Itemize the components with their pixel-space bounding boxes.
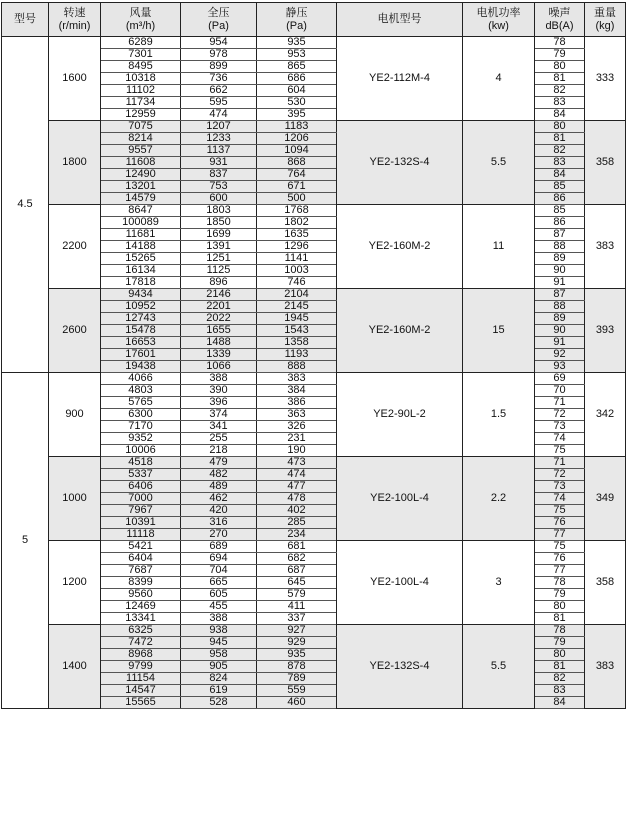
total-pressure-cell: 341 xyxy=(181,421,257,433)
noise-cell: 74 xyxy=(535,493,585,505)
total-pressure-cell: 945 xyxy=(181,637,257,649)
motor-cell: YE2-160M-2 xyxy=(337,205,463,289)
static-pressure-cell: 190 xyxy=(257,445,337,457)
airflow-cell: 13201 xyxy=(101,181,181,193)
total-pressure-cell: 218 xyxy=(181,445,257,457)
static-pressure-cell: 500 xyxy=(257,193,337,205)
static-pressure-cell: 1193 xyxy=(257,349,337,361)
total-pressure-cell: 1066 xyxy=(181,361,257,373)
weight-cell: 383 xyxy=(585,205,626,289)
airflow-cell: 6289 xyxy=(101,37,181,49)
total-pressure-cell: 270 xyxy=(181,529,257,541)
static-pressure-cell: 363 xyxy=(257,409,337,421)
airflow-cell: 11734 xyxy=(101,97,181,109)
airflow-cell: 100089 xyxy=(101,217,181,229)
static-pressure-cell: 326 xyxy=(257,421,337,433)
noise-cell: 80 xyxy=(535,121,585,133)
noise-cell: 76 xyxy=(535,553,585,565)
noise-cell: 80 xyxy=(535,601,585,613)
airflow-cell: 4518 xyxy=(101,457,181,469)
total-pressure-cell: 896 xyxy=(181,277,257,289)
static-pressure-cell: 2145 xyxy=(257,301,337,313)
noise-cell: 91 xyxy=(535,337,585,349)
motor-cell: YE2-132S-4 xyxy=(337,625,463,709)
header-total-pressure: 全压 (Pa) xyxy=(181,3,257,37)
noise-cell: 70 xyxy=(535,385,585,397)
header-model: 型号 xyxy=(2,3,49,37)
noise-cell: 75 xyxy=(535,445,585,457)
airflow-cell: 6404 xyxy=(101,553,181,565)
static-pressure-cell: 395 xyxy=(257,109,337,121)
static-pressure-cell: 927 xyxy=(257,625,337,637)
model-cell: 5 xyxy=(2,373,49,709)
noise-cell: 85 xyxy=(535,205,585,217)
total-pressure-cell: 374 xyxy=(181,409,257,421)
noise-cell: 83 xyxy=(535,685,585,697)
airflow-cell: 7687 xyxy=(101,565,181,577)
static-pressure-cell: 888 xyxy=(257,361,337,373)
header-noise: 噪声 dB(A) xyxy=(535,3,585,37)
static-pressure-cell: 868 xyxy=(257,157,337,169)
noise-cell: 84 xyxy=(535,109,585,121)
power-cell: 11 xyxy=(463,205,535,289)
airflow-cell: 12490 xyxy=(101,169,181,181)
total-pressure-cell: 1655 xyxy=(181,325,257,337)
static-pressure-cell: 234 xyxy=(257,529,337,541)
airflow-cell: 8399 xyxy=(101,577,181,589)
noise-cell: 86 xyxy=(535,217,585,229)
total-pressure-cell: 605 xyxy=(181,589,257,601)
total-pressure-cell: 489 xyxy=(181,481,257,493)
airflow-cell: 10952 xyxy=(101,301,181,313)
total-pressure-cell: 837 xyxy=(181,169,257,181)
noise-cell: 91 xyxy=(535,277,585,289)
total-pressure-cell: 482 xyxy=(181,469,257,481)
noise-cell: 77 xyxy=(535,565,585,577)
static-pressure-cell: 1003 xyxy=(257,265,337,277)
static-pressure-cell: 865 xyxy=(257,61,337,73)
total-pressure-cell: 528 xyxy=(181,697,257,709)
airflow-cell: 9352 xyxy=(101,433,181,445)
airflow-cell: 15565 xyxy=(101,697,181,709)
static-pressure-cell: 935 xyxy=(257,649,337,661)
speed-cell: 2200 xyxy=(49,205,101,289)
noise-cell: 90 xyxy=(535,325,585,337)
model-cell: 4.5 xyxy=(2,37,49,373)
total-pressure-cell: 1850 xyxy=(181,217,257,229)
power-cell: 2.2 xyxy=(463,457,535,541)
airflow-cell: 10391 xyxy=(101,517,181,529)
total-pressure-cell: 2201 xyxy=(181,301,257,313)
noise-cell: 83 xyxy=(535,97,585,109)
total-pressure-cell: 958 xyxy=(181,649,257,661)
noise-cell: 75 xyxy=(535,505,585,517)
power-cell: 15 xyxy=(463,289,535,373)
weight-cell: 342 xyxy=(585,373,626,457)
static-pressure-cell: 1094 xyxy=(257,145,337,157)
airflow-cell: 8214 xyxy=(101,133,181,145)
noise-cell: 87 xyxy=(535,229,585,241)
static-pressure-cell: 1635 xyxy=(257,229,337,241)
static-pressure-cell: 1945 xyxy=(257,313,337,325)
noise-cell: 79 xyxy=(535,589,585,601)
airflow-cell: 8647 xyxy=(101,205,181,217)
airflow-cell: 11681 xyxy=(101,229,181,241)
noise-cell: 77 xyxy=(535,529,585,541)
speed-cell: 2600 xyxy=(49,289,101,373)
static-pressure-cell: 530 xyxy=(257,97,337,109)
static-pressure-cell: 671 xyxy=(257,181,337,193)
table-row xyxy=(2,37,626,49)
total-pressure-cell: 954 xyxy=(181,37,257,49)
static-pressure-cell: 1296 xyxy=(257,241,337,253)
total-pressure-cell: 694 xyxy=(181,553,257,565)
static-pressure-cell: 645 xyxy=(257,577,337,589)
static-pressure-cell: 579 xyxy=(257,589,337,601)
static-pressure-cell: 474 xyxy=(257,469,337,481)
header-weight: 重量 (kg) xyxy=(585,3,626,37)
static-pressure-cell: 1206 xyxy=(257,133,337,145)
noise-cell: 69 xyxy=(535,373,585,385)
airflow-cell: 7967 xyxy=(101,505,181,517)
table-row xyxy=(2,457,626,469)
static-pressure-cell: 1802 xyxy=(257,217,337,229)
airflow-cell: 9560 xyxy=(101,589,181,601)
total-pressure-cell: 1391 xyxy=(181,241,257,253)
total-pressure-cell: 2146 xyxy=(181,289,257,301)
total-pressure-cell: 1699 xyxy=(181,229,257,241)
total-pressure-cell: 938 xyxy=(181,625,257,637)
airflow-cell: 9557 xyxy=(101,145,181,157)
header-power: 电机功率 (kw) xyxy=(463,3,535,37)
weight-cell: 383 xyxy=(585,625,626,709)
airflow-cell: 7301 xyxy=(101,49,181,61)
static-pressure-cell: 460 xyxy=(257,697,337,709)
static-pressure-cell: 2104 xyxy=(257,289,337,301)
airflow-cell: 12959 xyxy=(101,109,181,121)
total-pressure-cell: 1803 xyxy=(181,205,257,217)
total-pressure-cell: 420 xyxy=(181,505,257,517)
airflow-cell: 5765 xyxy=(101,397,181,409)
airflow-cell: 8968 xyxy=(101,649,181,661)
noise-cell: 93 xyxy=(535,361,585,373)
total-pressure-cell: 1137 xyxy=(181,145,257,157)
airflow-cell: 6406 xyxy=(101,481,181,493)
header-row xyxy=(2,3,626,37)
total-pressure-cell: 978 xyxy=(181,49,257,61)
static-pressure-cell: 473 xyxy=(257,457,337,469)
total-pressure-cell: 1125 xyxy=(181,265,257,277)
total-pressure-cell: 1488 xyxy=(181,337,257,349)
total-pressure-cell: 388 xyxy=(181,373,257,385)
power-cell: 5.5 xyxy=(463,121,535,205)
airflow-cell: 16134 xyxy=(101,265,181,277)
noise-cell: 86 xyxy=(535,193,585,205)
power-cell: 1.5 xyxy=(463,373,535,457)
airflow-cell: 11118 xyxy=(101,529,181,541)
speed-cell: 1400 xyxy=(49,625,101,709)
noise-cell: 71 xyxy=(535,397,585,409)
noise-cell: 83 xyxy=(535,157,585,169)
total-pressure-cell: 2022 xyxy=(181,313,257,325)
total-pressure-cell: 824 xyxy=(181,673,257,685)
weight-cell: 349 xyxy=(585,457,626,541)
noise-cell: 81 xyxy=(535,661,585,673)
static-pressure-cell: 878 xyxy=(257,661,337,673)
static-pressure-cell: 1768 xyxy=(257,205,337,217)
airflow-cell: 7472 xyxy=(101,637,181,649)
airflow-cell: 12743 xyxy=(101,313,181,325)
static-pressure-cell: 764 xyxy=(257,169,337,181)
static-pressure-cell: 682 xyxy=(257,553,337,565)
speed-cell: 900 xyxy=(49,373,101,457)
noise-cell: 72 xyxy=(535,409,585,421)
static-pressure-cell: 384 xyxy=(257,385,337,397)
total-pressure-cell: 704 xyxy=(181,565,257,577)
noise-cell: 81 xyxy=(535,133,585,145)
static-pressure-cell: 285 xyxy=(257,517,337,529)
airflow-cell: 10318 xyxy=(101,73,181,85)
airflow-cell: 5337 xyxy=(101,469,181,481)
noise-cell: 82 xyxy=(535,673,585,685)
noise-cell: 78 xyxy=(535,625,585,637)
header-motor: 电机型号 xyxy=(337,3,463,37)
airflow-cell: 4803 xyxy=(101,385,181,397)
airflow-cell: 10006 xyxy=(101,445,181,457)
total-pressure-cell: 390 xyxy=(181,385,257,397)
static-pressure-cell: 687 xyxy=(257,565,337,577)
airflow-cell: 11608 xyxy=(101,157,181,169)
noise-cell: 81 xyxy=(535,613,585,625)
airflow-cell: 14188 xyxy=(101,241,181,253)
total-pressure-cell: 1233 xyxy=(181,133,257,145)
static-pressure-cell: 953 xyxy=(257,49,337,61)
power-cell: 5.5 xyxy=(463,625,535,709)
airflow-cell: 15265 xyxy=(101,253,181,265)
speed-cell: 1600 xyxy=(49,37,101,121)
total-pressure-cell: 595 xyxy=(181,97,257,109)
weight-cell: 333 xyxy=(585,37,626,121)
noise-cell: 79 xyxy=(535,637,585,649)
table-row xyxy=(2,205,626,217)
static-pressure-cell: 929 xyxy=(257,637,337,649)
total-pressure-cell: 1339 xyxy=(181,349,257,361)
static-pressure-cell: 478 xyxy=(257,493,337,505)
motor-cell: YE2-132S-4 xyxy=(337,121,463,205)
airflow-cell: 11154 xyxy=(101,673,181,685)
weight-cell: 358 xyxy=(585,121,626,205)
total-pressure-cell: 474 xyxy=(181,109,257,121)
header-speed: 转速 (r/min) xyxy=(49,3,101,37)
total-pressure-cell: 662 xyxy=(181,85,257,97)
total-pressure-cell: 1207 xyxy=(181,121,257,133)
weight-cell: 358 xyxy=(585,541,626,625)
table-row xyxy=(2,541,626,553)
static-pressure-cell: 746 xyxy=(257,277,337,289)
noise-cell: 92 xyxy=(535,349,585,361)
table-body xyxy=(2,37,626,709)
motor-cell: YE2-112M-4 xyxy=(337,37,463,121)
static-pressure-cell: 559 xyxy=(257,685,337,697)
airflow-cell: 14547 xyxy=(101,685,181,697)
airflow-cell: 7075 xyxy=(101,121,181,133)
airflow-cell: 5421 xyxy=(101,541,181,553)
speed-cell: 1000 xyxy=(49,457,101,541)
noise-cell: 74 xyxy=(535,433,585,445)
total-pressure-cell: 396 xyxy=(181,397,257,409)
total-pressure-cell: 462 xyxy=(181,493,257,505)
noise-cell: 81 xyxy=(535,73,585,85)
airflow-cell: 8495 xyxy=(101,61,181,73)
static-pressure-cell: 935 xyxy=(257,37,337,49)
noise-cell: 82 xyxy=(535,145,585,157)
total-pressure-cell: 753 xyxy=(181,181,257,193)
noise-cell: 84 xyxy=(535,169,585,181)
airflow-cell: 13341 xyxy=(101,613,181,625)
noise-cell: 80 xyxy=(535,649,585,661)
airflow-cell: 15478 xyxy=(101,325,181,337)
total-pressure-cell: 316 xyxy=(181,517,257,529)
airflow-cell: 9799 xyxy=(101,661,181,673)
airflow-cell: 4066 xyxy=(101,373,181,385)
static-pressure-cell: 383 xyxy=(257,373,337,385)
motor-cell: YE2-90L-2 xyxy=(337,373,463,457)
noise-cell: 75 xyxy=(535,541,585,553)
static-pressure-cell: 337 xyxy=(257,613,337,625)
airflow-cell: 7000 xyxy=(101,493,181,505)
header-static-pressure: 静压 (Pa) xyxy=(257,3,337,37)
spec-table xyxy=(1,2,626,709)
noise-cell: 80 xyxy=(535,61,585,73)
static-pressure-cell: 386 xyxy=(257,397,337,409)
static-pressure-cell: 477 xyxy=(257,481,337,493)
motor-cell: YE2-100L-4 xyxy=(337,541,463,625)
static-pressure-cell: 789 xyxy=(257,673,337,685)
noise-cell: 76 xyxy=(535,517,585,529)
noise-cell: 88 xyxy=(535,301,585,313)
noise-cell: 90 xyxy=(535,265,585,277)
total-pressure-cell: 931 xyxy=(181,157,257,169)
static-pressure-cell: 231 xyxy=(257,433,337,445)
header-airflow: 风量 (m³/h) xyxy=(101,3,181,37)
airflow-cell: 14579 xyxy=(101,193,181,205)
total-pressure-cell: 479 xyxy=(181,457,257,469)
noise-cell: 78 xyxy=(535,37,585,49)
total-pressure-cell: 1251 xyxy=(181,253,257,265)
airflow-cell: 6325 xyxy=(101,625,181,637)
total-pressure-cell: 899 xyxy=(181,61,257,73)
noise-cell: 71 xyxy=(535,457,585,469)
noise-cell: 84 xyxy=(535,697,585,709)
noise-cell: 73 xyxy=(535,481,585,493)
static-pressure-cell: 686 xyxy=(257,73,337,85)
airflow-cell: 7170 xyxy=(101,421,181,433)
total-pressure-cell: 255 xyxy=(181,433,257,445)
table-row xyxy=(2,625,626,637)
total-pressure-cell: 736 xyxy=(181,73,257,85)
power-cell: 4 xyxy=(463,37,535,121)
speed-cell: 1200 xyxy=(49,541,101,625)
noise-cell: 89 xyxy=(535,253,585,265)
noise-cell: 78 xyxy=(535,577,585,589)
table-row xyxy=(2,289,626,301)
noise-cell: 82 xyxy=(535,85,585,97)
total-pressure-cell: 689 xyxy=(181,541,257,553)
total-pressure-cell: 905 xyxy=(181,661,257,673)
static-pressure-cell: 402 xyxy=(257,505,337,517)
power-cell: 3 xyxy=(463,541,535,625)
total-pressure-cell: 600 xyxy=(181,193,257,205)
noise-cell: 72 xyxy=(535,469,585,481)
speed-cell: 1800 xyxy=(49,121,101,205)
static-pressure-cell: 681 xyxy=(257,541,337,553)
static-pressure-cell: 1358 xyxy=(257,337,337,349)
motor-cell: YE2-100L-4 xyxy=(337,457,463,541)
static-pressure-cell: 1183 xyxy=(257,121,337,133)
table-row xyxy=(2,373,626,385)
airflow-cell: 11102 xyxy=(101,85,181,97)
total-pressure-cell: 619 xyxy=(181,685,257,697)
noise-cell: 88 xyxy=(535,241,585,253)
total-pressure-cell: 388 xyxy=(181,613,257,625)
airflow-cell: 9434 xyxy=(101,289,181,301)
motor-cell: YE2-160M-2 xyxy=(337,289,463,373)
noise-cell: 79 xyxy=(535,49,585,61)
table-row xyxy=(2,121,626,133)
airflow-cell: 17818 xyxy=(101,277,181,289)
airflow-cell: 12469 xyxy=(101,601,181,613)
static-pressure-cell: 604 xyxy=(257,85,337,97)
weight-cell: 393 xyxy=(585,289,626,373)
airflow-cell: 16653 xyxy=(101,337,181,349)
airflow-cell: 19438 xyxy=(101,361,181,373)
noise-cell: 87 xyxy=(535,289,585,301)
total-pressure-cell: 665 xyxy=(181,577,257,589)
total-pressure-cell: 455 xyxy=(181,601,257,613)
static-pressure-cell: 1543 xyxy=(257,325,337,337)
airflow-cell: 17601 xyxy=(101,349,181,361)
noise-cell: 89 xyxy=(535,313,585,325)
airflow-cell: 6300 xyxy=(101,409,181,421)
noise-cell: 73 xyxy=(535,421,585,433)
static-pressure-cell: 1141 xyxy=(257,253,337,265)
static-pressure-cell: 411 xyxy=(257,601,337,613)
noise-cell: 85 xyxy=(535,181,585,193)
